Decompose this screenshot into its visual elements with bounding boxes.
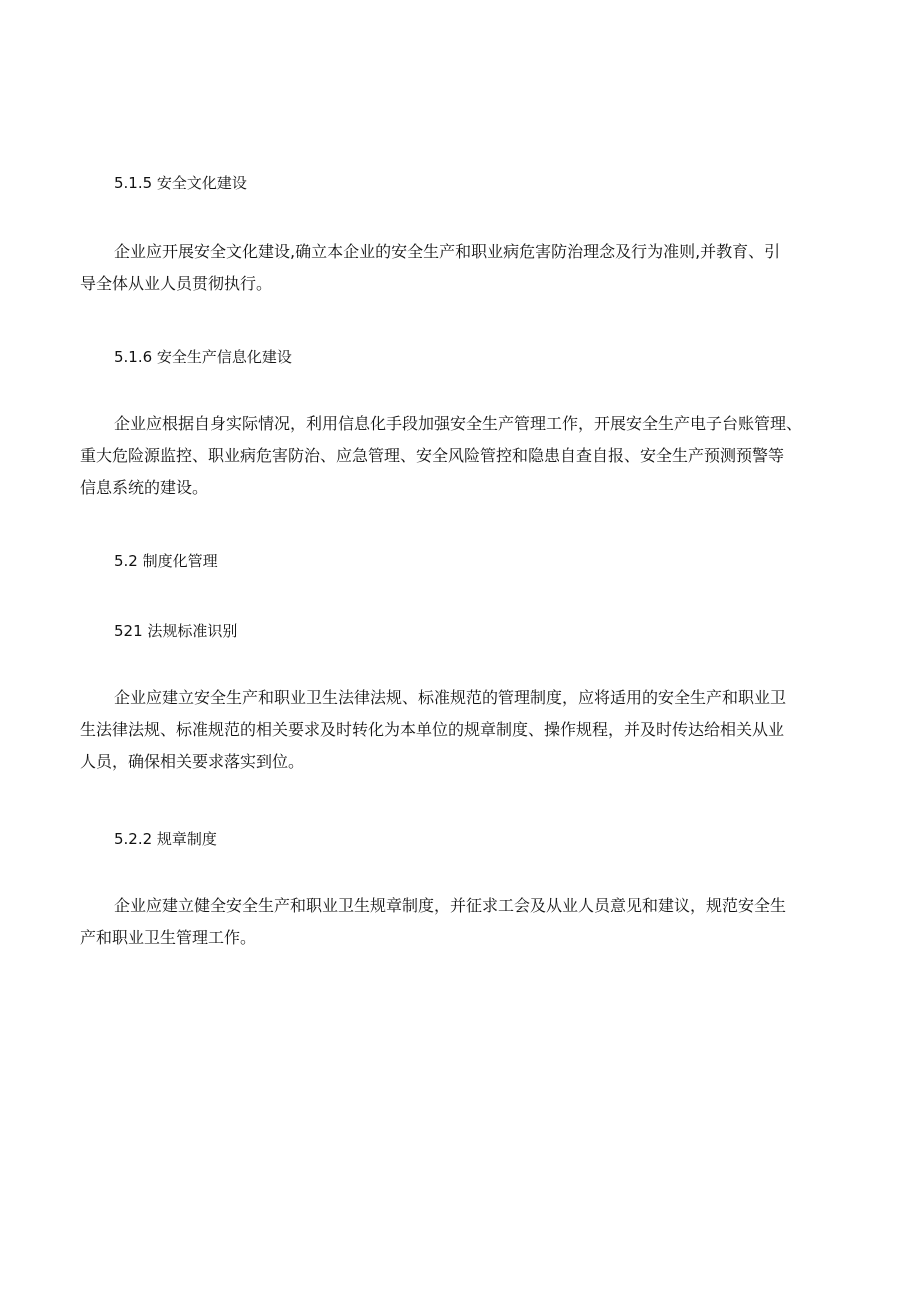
paragraph-5-2-2 (80, 890, 845, 954)
paragraph-line: 信息系统的建设。 (80, 478, 209, 497)
paragraph-5-1-5 (80, 236, 845, 300)
paragraph-line: 企业应建立健全安全生产和职业卫生规章制度，并征求工会及从业人员意见和建议，规范安全生 (114, 896, 787, 915)
section-heading-5-1-6: 5.1.6 安全生产信息化建设 (114, 348, 292, 366)
section-heading-5-2: 5.2 制度化管理 (114, 552, 218, 570)
paragraph-line: 企业应开展安全文化建设,确立本企业的安全生产和职业病危害防治理念及行为准则,并教育、引 (114, 242, 781, 261)
paragraph-line: 人员，确保相关要求落实到位。 (80, 752, 305, 771)
paragraph-line: 重大危险源监控、职业病危害防治、应急管理、安全风险管控和隐患自查自报、安全生产预测预警等 (80, 446, 785, 465)
section-heading-5-2-2: 5.2.2 规章制度 (114, 830, 217, 848)
paragraph-line: 产和职业卫生管理工作。 (80, 928, 257, 947)
paragraph-5-1-6 (80, 408, 845, 504)
paragraph-5-2-1 (80, 682, 845, 778)
paragraph-line: 生法律法规、标准规范的相关要求及时转化为本单位的规章制度、操作规程，并及时传达给相关从业 (80, 720, 785, 739)
paragraph-line: 企业应建立安全生产和职业卫生法律法规、标准规范的管理制度，应将适用的安全生产和职业卫 (114, 688, 787, 707)
section-heading-5-2-1: 521 法规标准识别 (114, 622, 238, 640)
section-heading-5-1-5: 5.1.5 安全文化建设 (114, 174, 247, 192)
paragraph-line: 导全体从业人员贯彻执行。 (80, 274, 273, 293)
paragraph-line: 企业应根据自身实际情况，利用信息化手段加强安全生产管理工作，开展安全生产电子台账管理、 (114, 414, 803, 433)
